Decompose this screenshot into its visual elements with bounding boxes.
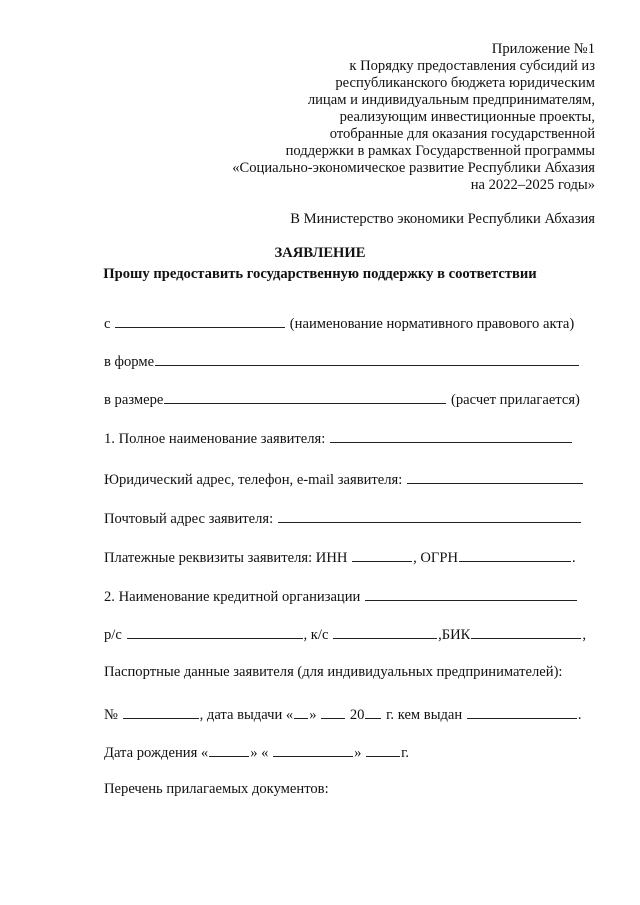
- birth-day-blank[interactable]: [209, 742, 249, 757]
- passport-number-blank[interactable]: [123, 704, 199, 719]
- document-title: ЗАЯВЛЕНИЕ: [274, 245, 366, 261]
- legal-address-blank[interactable]: [407, 469, 583, 484]
- appendix-line: отобранные для оказания государственной: [329, 126, 595, 142]
- form-line-legal-address: [104, 469, 584, 489]
- form-line-amount: [104, 389, 580, 409]
- ogrn-blank[interactable]: [459, 547, 571, 562]
- form-line-accounts: [104, 624, 586, 644]
- field-label: в размере: [104, 392, 164, 408]
- appendix-block: [155, 41, 595, 194]
- field-label: , ОГРН: [413, 550, 458, 566]
- field-label: » «: [250, 745, 269, 761]
- appendix-line: поддержки в рамках Государственной программы: [285, 143, 595, 159]
- form-line-passport-header: [104, 664, 562, 681]
- form-blank[interactable]: [155, 351, 579, 366]
- appendix-line: «Социально-экономическое развитие Республики Абхазия: [232, 160, 595, 176]
- document-subtitle: Прошу предоставить государственную поддержку в соответствии: [103, 266, 537, 282]
- appendix-line: реализующим инвестиционные проекты,: [339, 109, 595, 125]
- field-label: Дата рождения «: [104, 745, 209, 761]
- inn-blank[interactable]: [352, 547, 412, 562]
- field-label: .: [577, 707, 582, 723]
- field-label: 1. Полное наименование заявителя:: [104, 431, 326, 447]
- appendix-line: к Порядку предоставления субсидий из: [349, 58, 595, 74]
- field-label: с: [104, 316, 111, 332]
- form-line-legal-act: [104, 313, 574, 333]
- field-label: 2. Наименование кредитной организации: [104, 589, 361, 605]
- field-hint: (наименование нормативного правового акта): [289, 316, 575, 332]
- appendix-line: на 2022–2025 годы»: [470, 177, 595, 193]
- field-label: »: [354, 745, 362, 761]
- field-label: Платежные реквизиты заявителя: ИНН: [104, 550, 348, 566]
- appendix-line: лицам и индивидуальным предпринимателям,: [307, 92, 595, 108]
- issued-by-blank[interactable]: [467, 704, 577, 719]
- field-label: г. кем выдан: [386, 707, 463, 723]
- field-label: в форме: [104, 354, 155, 370]
- field-label: , к/с: [303, 627, 329, 643]
- appendix-line: Приложение №1: [491, 41, 595, 57]
- field-label: р/с: [104, 627, 122, 643]
- form-line-bank-details: [104, 547, 576, 567]
- field-hint: (расчет прилагается): [451, 392, 580, 408]
- issue-year-blank[interactable]: [365, 704, 381, 719]
- postal-address-blank[interactable]: [278, 508, 581, 523]
- field-label: ,: [582, 627, 587, 643]
- credit-org-blank[interactable]: [365, 586, 577, 601]
- applicant-name-blank[interactable]: [330, 428, 572, 443]
- settlement-account-blank[interactable]: [127, 624, 303, 639]
- form-line-applicant-name: [104, 428, 573, 448]
- bik-blank[interactable]: [471, 624, 581, 639]
- field-label: ,БИК: [438, 627, 471, 643]
- field-label: , дата выдачи «: [199, 707, 294, 723]
- form-line-postal-address: [104, 508, 582, 528]
- field-label: .: [572, 550, 576, 566]
- field-label: »: [309, 707, 317, 723]
- form-line-passport: [104, 704, 582, 724]
- legal-act-blank[interactable]: [115, 313, 285, 328]
- issue-day-blank[interactable]: [294, 704, 308, 719]
- field-label: Паспортные данные заявителя (для индивидуальных предпринимателей):: [104, 664, 563, 680]
- form-line-attachments: [104, 781, 329, 798]
- field-label: Перечень прилагаемых документов:: [104, 781, 329, 797]
- form-line-credit-org: [104, 586, 578, 606]
- field-label: №: [104, 707, 118, 723]
- field-label: 20: [349, 707, 365, 723]
- birth-year-blank[interactable]: [366, 742, 400, 757]
- correspondent-account-blank[interactable]: [333, 624, 437, 639]
- birth-month-blank[interactable]: [273, 742, 353, 757]
- form-line-birth-date: [104, 742, 409, 762]
- field-label: Юридический адрес, телефон, e-mail заявителя:: [104, 472, 403, 488]
- field-label: г.: [401, 745, 410, 761]
- addressee: В Министерство экономики Республики Абхазия: [290, 211, 595, 227]
- appendix-line: республиканского бюджета юридическим: [335, 75, 595, 91]
- issue-month-blank[interactable]: [321, 704, 345, 719]
- amount-blank[interactable]: [164, 389, 446, 404]
- field-label: Почтовый адрес заявителя:: [104, 511, 274, 527]
- form-line-form: [104, 351, 580, 371]
